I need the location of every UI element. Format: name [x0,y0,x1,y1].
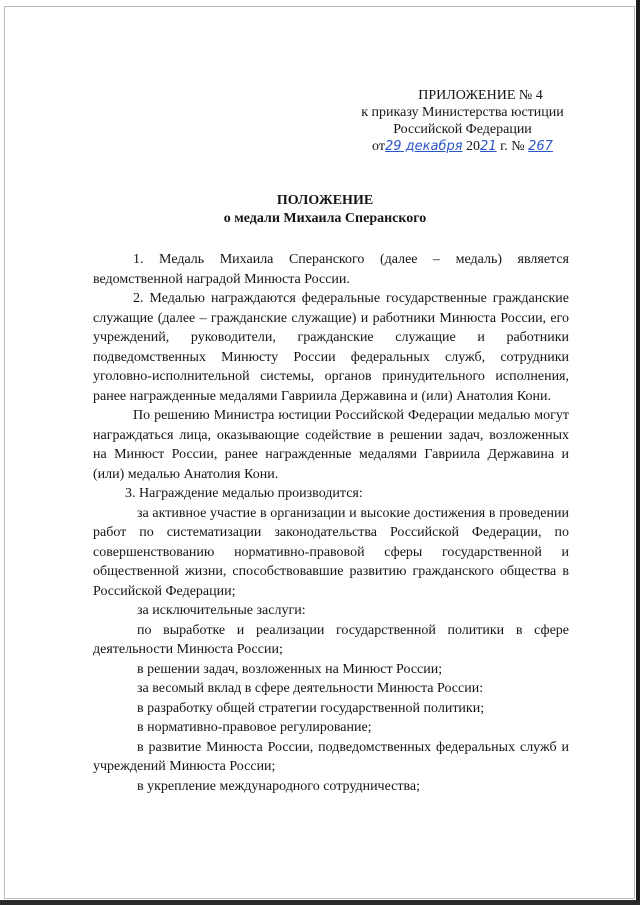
year-prefix: 20 [466,139,481,154]
paragraph-1: 1. Медаль Михаила Сперанского (далее – медаль) является ведомственной наградой Минюста России. [93,252,569,287]
date-prefix: от [372,139,385,154]
paragraph-3-subitem-tasks: в решении задач, возложенных на Минюст России; [137,661,443,677]
scan-edge-right [636,0,640,905]
paragraph-3-subitem-regulation: в нормативно-правовое регулирование; [137,720,372,735]
title-heading: ПОЛОЖЕНИЕ [276,193,374,208]
handwritten-order-number: 267 [528,139,553,154]
paragraph-3-subitem-strategy: в разработку общей стратегии государственной политики; [137,700,485,716]
handwritten-date: 29 декабря [384,139,463,154]
document-title [105,192,545,228]
paragraph-3-item-merits: за исключительные заслуги: [137,603,306,618]
year-suffix: г. № [500,139,525,154]
paragraph-2-addendum: По решению Министра юстиции Российской Федерации медалью могут награждаться лица, оказывающие содействие в решении задач, возложенных на Минюст России, ранее награжденные медалями Гавриила Державина и (или) медалью Анатолия Кони. [93,408,569,482]
document-body [93,250,569,796]
document-page [4,6,635,899]
paragraph-3: 3. Награждение медалью производится: [125,486,363,501]
paragraph-3-item-activity: за активное участие в организации и высокие достижения в проведении работ по систематизации законодательства Российской Федерации, по совершенствованию нормативно-правовой сферы государственной и общественной жизни, способствовавшие развитию гражданского общества в Российской Федерации; [93,505,569,599]
paragraph-3-item-contribution: за весомый вклад в сфере деятельности Минюста России: [137,681,484,696]
appendix-order-ref: к приказу Министерства юстиции [361,105,564,120]
paragraph-2: 2. Медалью награждаются федеральные государственные гражданские служащие (далее – гражданские служащие) и работники Минюста России, его учреждений, руководители, гражданские служащие и работники подведомственных Минюсту России федеральных служб, сотрудники уголовно-исполнительной системы, органов принудительного исполнения, ранее награжденные медалями Гавриила Державина и (или) Анатолия Кони. [93,291,569,404]
appendix-header [335,87,590,155]
paragraph-3-subitem-policy: по выработке и реализации государственной политики в сфере деятельности Минюста России; [93,622,569,657]
appendix-number: ПРИЛОЖЕНИЕ № 4 [418,88,543,103]
paragraph-3-subitem-cooperation: в укрепление международного сотрудничества; [137,778,421,794]
paragraph-3-subitem-development: в развитие Минюста России, подведомственных федеральных служб и учреждений Минюста России; [93,739,569,774]
appendix-date-line [335,138,590,155]
scan-edge-bottom [0,900,640,905]
handwritten-year: 21 [480,139,497,154]
title-subheading: о медали Михаила Сперанского [223,211,427,226]
appendix-ministry: Российской Федерации [393,122,532,137]
